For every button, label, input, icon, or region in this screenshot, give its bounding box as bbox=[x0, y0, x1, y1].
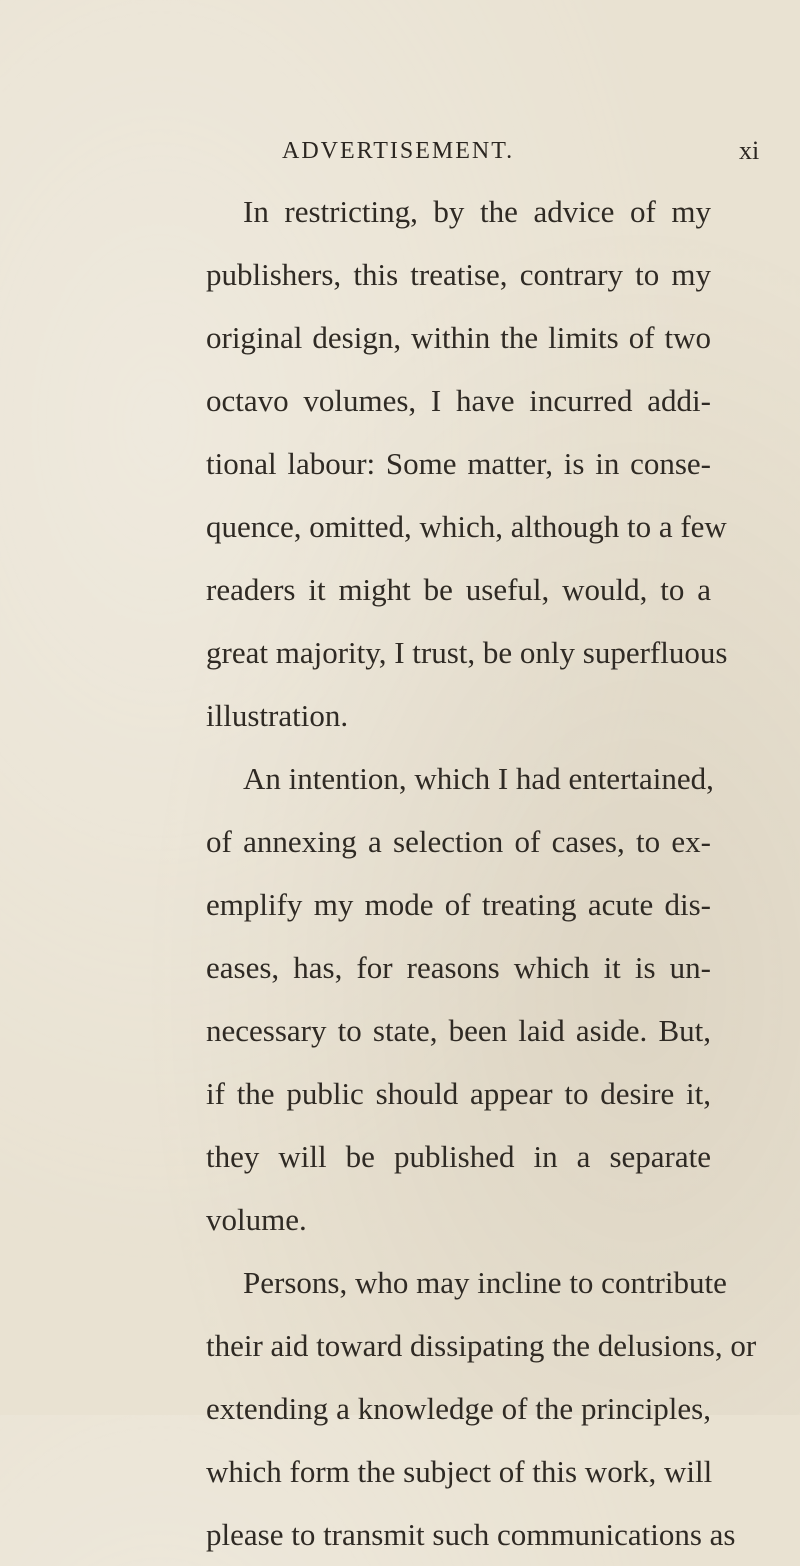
text-line: necessary to state, been laid aside. But, bbox=[206, 1013, 711, 1048]
text-line: emplify my mode of treating acute dis- bbox=[206, 887, 711, 922]
text-line: quence, omitted, which, although to a few bbox=[206, 509, 727, 544]
text-line: tional labour: Some matter, is in conse- bbox=[206, 446, 711, 481]
page-number: xi bbox=[739, 136, 760, 165]
body-text bbox=[206, 180, 757, 1566]
text-line: they will be published in a separate bbox=[206, 1139, 711, 1174]
text-line: original design, within the limits of two bbox=[206, 320, 711, 355]
text-line: volume. bbox=[206, 1202, 307, 1237]
text-line: extending a knowledge of the principles, bbox=[206, 1391, 711, 1426]
text-line: publishers, this treatise, contrary to my bbox=[206, 257, 711, 292]
text-line: illustration. bbox=[206, 698, 349, 733]
text-line: of annexing a selection of cases, to ex- bbox=[206, 824, 711, 859]
text-line: octavo volumes, I have incurred addi- bbox=[206, 383, 711, 418]
running-header bbox=[0, 138, 800, 168]
text-line: An intention, which I had entertained, bbox=[243, 761, 714, 796]
text-line: if the public should appear to desire it, bbox=[206, 1076, 711, 1111]
text-line: please to transmit such communications as bbox=[206, 1517, 736, 1552]
text-line: Persons, who may incline to contribute bbox=[243, 1265, 727, 1300]
text-line: In restricting, by the advice of my bbox=[243, 194, 711, 229]
text-line: eases, has, for reasons which it is un- bbox=[206, 950, 711, 985]
text-line: great majority, I trust, be only superfluous bbox=[206, 635, 728, 670]
text-line: their aid toward dissipating the delusions, or bbox=[206, 1328, 757, 1363]
text-line: which form the subject of this work, will bbox=[206, 1454, 713, 1489]
header-title: ADVERTISEMENT. bbox=[282, 138, 515, 164]
text-line: readers it might be useful, would, to a bbox=[206, 572, 711, 607]
